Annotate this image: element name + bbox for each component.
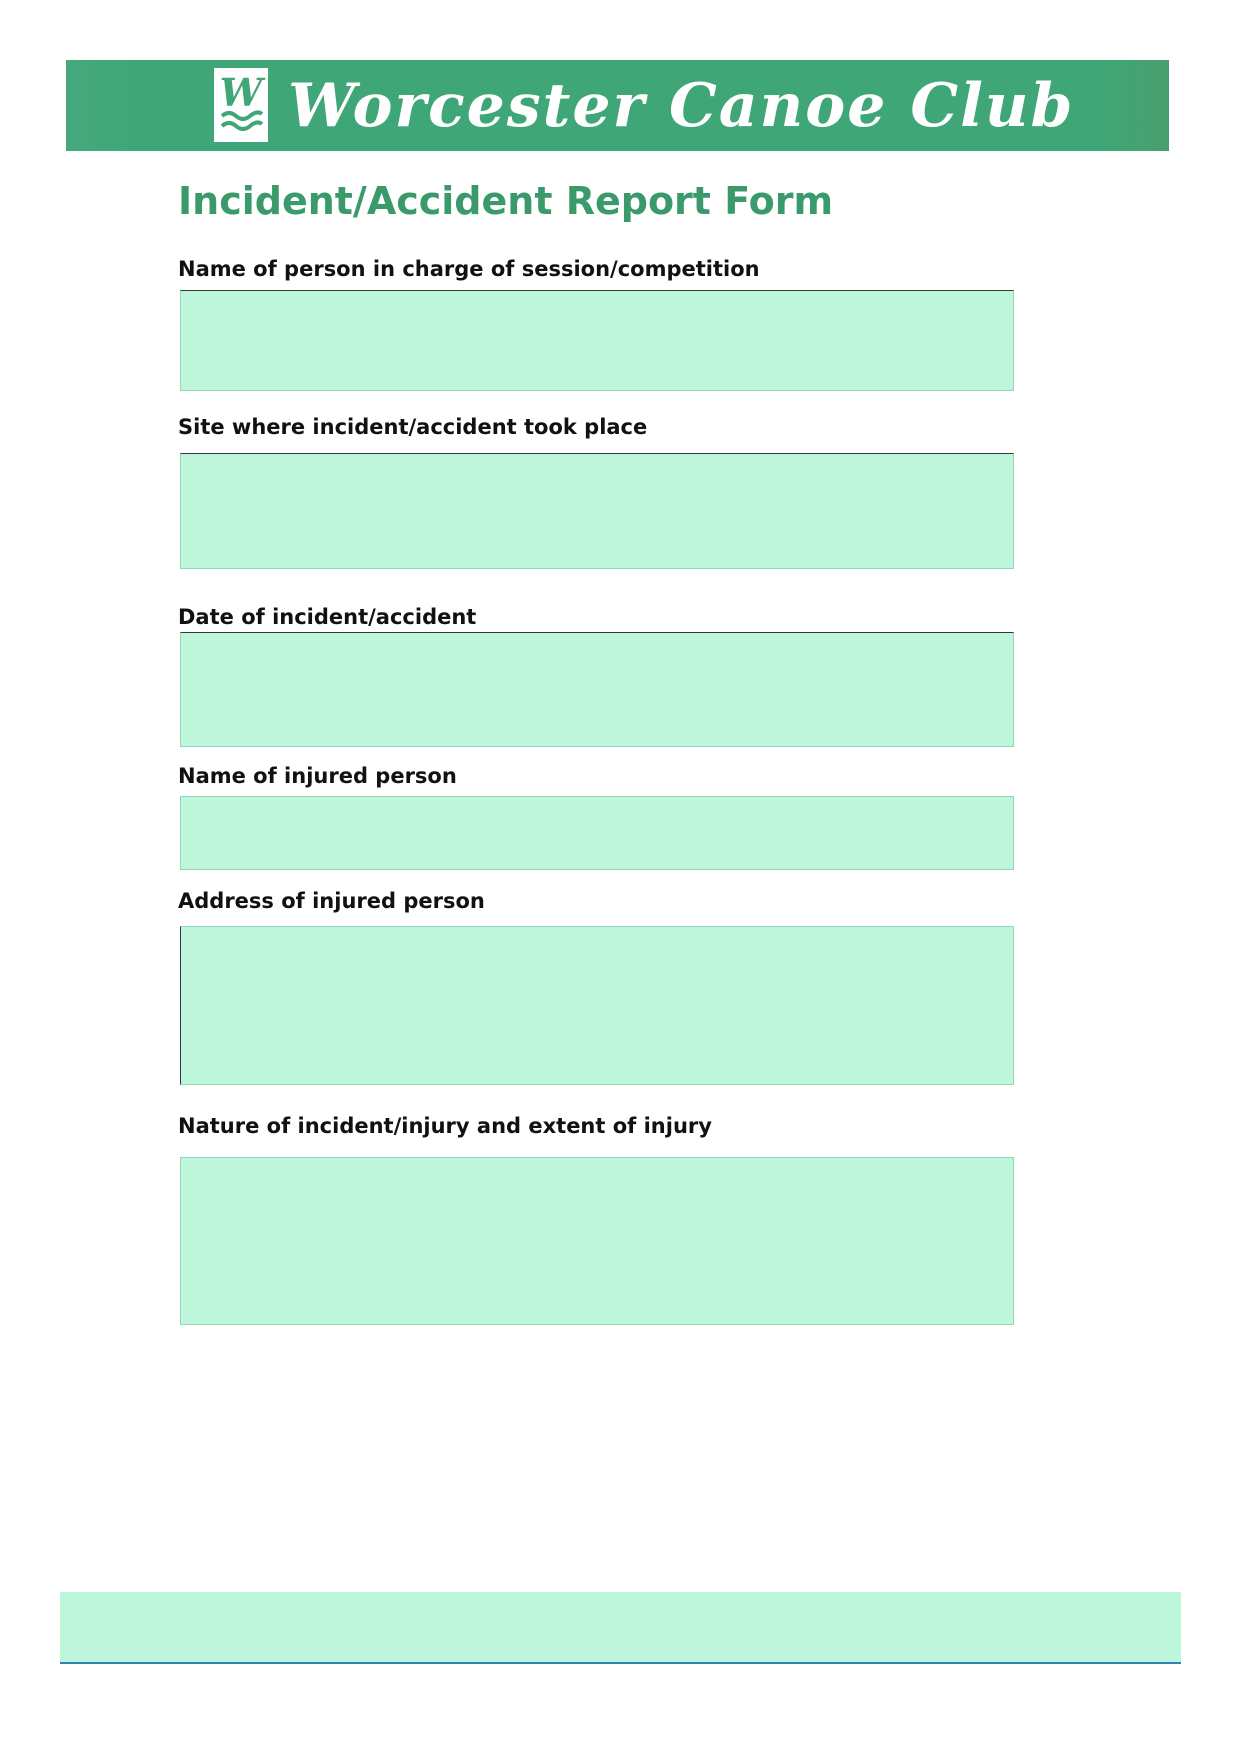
- injury-nature-field[interactable]: [180, 1157, 1014, 1325]
- header-banner: [66, 60, 1169, 151]
- footer-band: [60, 1592, 1181, 1662]
- injured-name-field[interactable]: [180, 796, 1014, 870]
- wcc-logo-icon: [214, 68, 268, 142]
- field-label-injured-address: Address of injured person: [178, 889, 485, 913]
- field-label-injured-name: Name of injured person: [178, 764, 457, 788]
- field-label-injury-nature: Nature of incident/injury and extent of injury: [178, 1114, 712, 1138]
- person-in-charge-field[interactable]: [180, 290, 1014, 391]
- field-label-incident-site: Site where incident/accident took place: [178, 415, 648, 439]
- club-name: Worcester Canoe Club: [288, 71, 1075, 141]
- svg-text:W: W: [219, 70, 263, 115]
- incident-site-field[interactable]: [180, 453, 1014, 569]
- club-logo: [214, 68, 268, 142]
- incident-date-field[interactable]: [180, 632, 1014, 747]
- field-label-incident-date: Date of incident/accident: [178, 605, 477, 629]
- footer-rule: [60, 1662, 1181, 1664]
- injured-address-field[interactable]: [180, 926, 1014, 1085]
- field-label-person-in-charge: Name of person in charge of session/competition: [178, 257, 760, 281]
- form-title: Incident/Accident Report Form: [178, 179, 834, 223]
